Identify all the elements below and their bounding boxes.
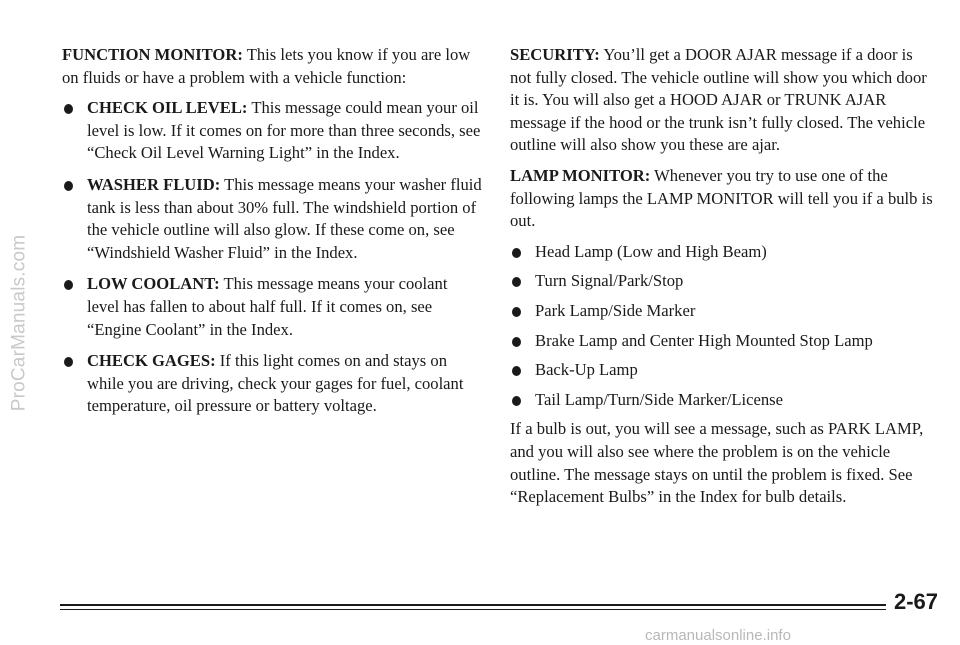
bullet-text: If this light comes on and stays on while you are driving, check your gages for fuel, coolant temperature, oil pressure or battery voltage. — [87, 351, 464, 416]
page-number: 2-67 — [894, 589, 939, 614]
lamp-list-item — [510, 359, 938, 382]
left-column — [62, 44, 482, 427]
security-label: SECURITY: — [510, 45, 600, 64]
bullet-text: This message could mean your oil level is low. If it comes on for more than three seconds, see “Check Oil Level Warning Light” in the Index. — [87, 98, 481, 163]
lamp-name: Turn Signal/Park/Stop — [535, 271, 684, 291]
footer-rule — [60, 609, 886, 610]
bullet-dot-icon — [512, 396, 521, 406]
lamp-list-item — [510, 270, 938, 293]
lamp-monitor-paragraph — [510, 165, 938, 233]
bullet-dot-icon — [512, 307, 521, 317]
side-watermark-text: ProCarManuals.com — [8, 234, 30, 411]
bullet-label: CHECK OIL LEVEL: — [87, 98, 248, 118]
lamp-name: Park Lamp/Side Marker — [535, 300, 696, 320]
lamp-list-item — [510, 330, 938, 353]
lamp-name: Back-Up Lamp — [535, 360, 638, 380]
lamp-monitor-text: Whenever you try to use one of the following lamps the LAMP MONITOR will tell you if a bulb is out. — [510, 165, 933, 231]
bottom-watermark: carmanualsonline.info — [645, 627, 791, 644]
bullet-dot-icon — [64, 181, 73, 191]
bullet-text: This message means your washer fluid tank is less than about 30% full. The windshield portion of the vehicle outline will also glow. If these come on, see “Windshield Washer Fluid” in the Index. — [87, 174, 482, 262]
side-watermark — [2, 0, 36, 645]
lamp-list-item — [510, 389, 938, 412]
bullet-dot-icon — [512, 248, 521, 258]
bullet-dot-icon — [512, 366, 521, 376]
function-monitor-paragraph — [62, 44, 482, 89]
bullet-label: LOW COOLANT: — [87, 274, 220, 294]
bullet-label: WASHER FLUID: — [87, 174, 221, 194]
right-column — [510, 44, 938, 517]
footer-rule — [60, 604, 886, 606]
bullet-dot-icon — [512, 277, 521, 287]
bullet-text: This message means your coolant level has fallen to about half full. If it comes on, see “Engine Coolant” in the Index. — [87, 274, 448, 339]
bullet-low-coolant — [62, 273, 482, 341]
security-text: You’ll get a DOOR AJAR message if a door is not fully closed. The vehicle outline will show you which door it is. You will also get a HOOD AJAR or TRUNK AJAR message if the hood or the trunk isn’t fully closed. The vehicle outline will also show you these are ajar. — [510, 45, 927, 155]
lamp-monitor-label: LAMP MONITOR: — [510, 165, 651, 185]
bullet-dot-icon — [64, 357, 73, 367]
bullet-dot-icon — [64, 104, 73, 114]
lamp-list-item — [510, 300, 938, 323]
closing-paragraph: If a bulb is out, you will see a message, such as PARK LAMP, and you will also see where the problem is on the vehicle outline. The message stays on until the problem is fixed. See “Replacement Bulbs” in the Index for bulb details. — [510, 419, 924, 507]
bullet-check-gages — [62, 350, 482, 418]
function-monitor-label: FUNCTION MONITOR: — [62, 45, 243, 64]
lamp-list-item — [510, 241, 938, 264]
function-monitor-text: This lets you know if you are low on fluids or have a problem with a vehicle function: — [62, 45, 471, 87]
bullet-dot-icon — [64, 280, 73, 290]
lamp-name: Brake Lamp and Center High Mounted Stop Lamp — [535, 330, 873, 350]
bullet-label: CHECK GAGES: — [87, 351, 216, 371]
bullet-check-oil-level — [62, 97, 482, 165]
bullet-washer-fluid — [62, 174, 482, 264]
lamp-name: Tail Lamp/Turn/Side Marker/License — [535, 389, 783, 409]
security-paragraph — [510, 44, 938, 157]
lamp-name: Head Lamp (Low and High Beam) — [535, 241, 767, 261]
page-footer — [60, 589, 960, 645]
bullet-dot-icon — [512, 337, 521, 347]
